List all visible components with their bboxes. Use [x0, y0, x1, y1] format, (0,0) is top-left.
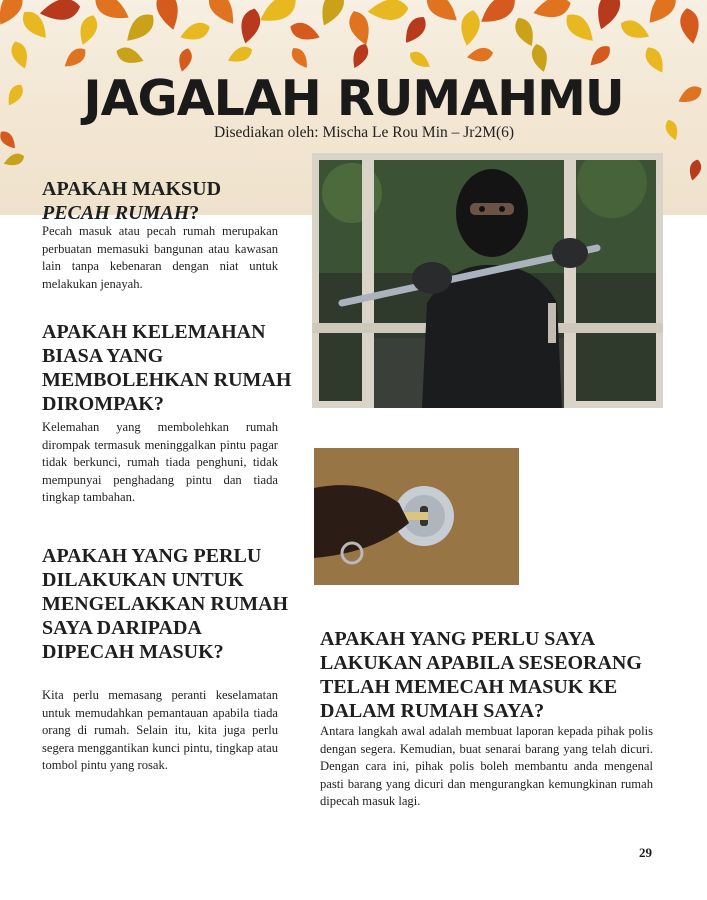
burglar-window-photo — [312, 153, 663, 408]
key-lock-illustration — [314, 448, 519, 585]
section-1-heading-line1: APAKAH MAKSUD — [42, 178, 222, 200]
section-1-heading — [42, 177, 221, 225]
section-2-body: Kelemahan yang membolehkan rumah dirompak termasuk meninggalkan pintu pagar tidak berkunci, rumah tiada penghuni, tidak mempunyai penghadang pintu dan tiada tingkap tambahan. — [42, 420, 278, 505]
key-lock-photo — [314, 448, 519, 585]
section-3-heading: APAKAH YANG PERLU DILAKUKAN UNTUK MENGELAKKAN RUMAH SAYA DARIPADA DIPECAH MASUK? — [42, 545, 289, 663]
section-1-body: Pecah masuk atau pecah rumah merupakan perbuatan memasuki bangunan atau kawasan lain tanpa kebenaran dengan niat untuk melakukan jenayah. — [42, 224, 278, 291]
section-4-heading: APAKAH YANG PERLU SAYA LAKUKAN APABILA SESEORANG TELAH MEMECAH MASUK KE DALAM RUMAH SAYA? — [320, 628, 642, 722]
section-3-body: Kita perlu memasang peranti keselamatan untuk memudahkan pemantauan apabila tiada orang di rumah. Selain itu, kita juga perlu segera menggantikan kunci pintu, tingkap atau tombol pintu yang rosak. — [42, 688, 278, 773]
section-1-heading-italic: PECAH RUMAH — [42, 202, 190, 224]
leaves-top-row — [0, 0, 702, 49]
section-1-heading-suffix: ? — [189, 202, 200, 224]
burglar-illustration — [312, 153, 663, 408]
page-number: 29 — [639, 845, 652, 860]
section-4-body: Antara langkah awal adalah membuat laporan kepada pihak polis dengan segera. Kemudian, buat senarai barang yang telah dicuri. Dengan cara ini, pihak polis boleh membantu anda mengenal pasti barang yang dicuri dan mengurangkan kemungkinan rumah dipecah masuk lagi. — [320, 724, 653, 809]
byline: Disediakan oleh: Mischa Le Rou Min – Jr2M(6) — [214, 124, 515, 141]
page-title: JAGALAH RUMAHMU — [83, 70, 624, 127]
section-2-heading: APAKAH KELEMAHAN BIASA YANG MEMBOLEHKAN RUMAH DIROMPAK? — [42, 321, 292, 415]
